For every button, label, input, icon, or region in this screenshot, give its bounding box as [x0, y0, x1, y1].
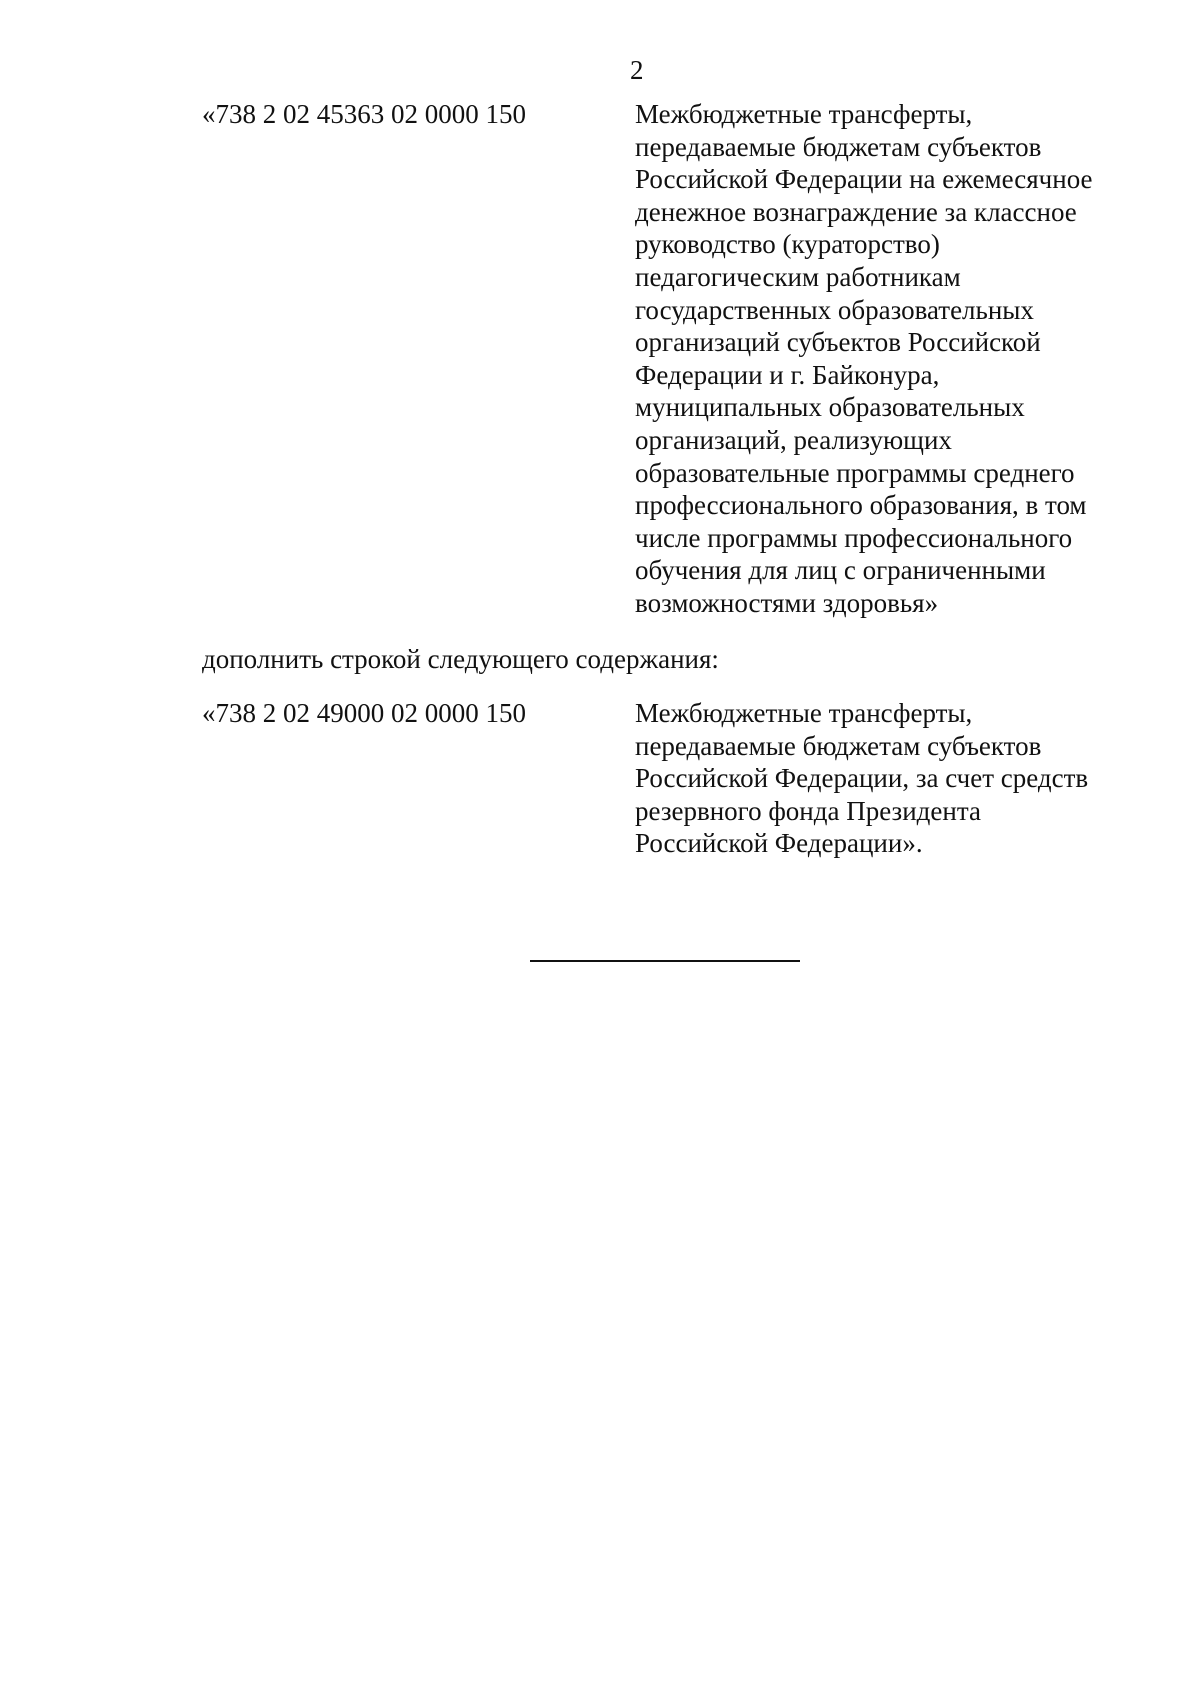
budget-code-2: «738 2 02 49000 02 0000 150	[202, 698, 526, 728]
description-line: денежное вознаграждение за классное	[635, 196, 1077, 227]
description-line: муниципальных образовательных	[635, 392, 1025, 423]
description-line: государственных образовательных	[635, 294, 1034, 325]
description-line: числе программы профессионального	[635, 522, 1073, 553]
description-line: передаваемые бюджетам субъектов	[635, 131, 1042, 162]
description-line: Российской Федерации, за счет средств	[635, 763, 1089, 794]
page-number: 2	[630, 55, 644, 85]
instruction-text: дополнить строкой следующего содержания:	[202, 644, 719, 674]
description-line: Федерации и г. Байконура,	[635, 359, 940, 390]
description-line: Российской Федерации».	[635, 828, 923, 859]
description-1	[635, 98, 1155, 620]
description-line: профессионального образования, в том	[635, 490, 1087, 521]
description-line: педагогическим работникам	[635, 261, 961, 292]
description-line: возможностями здоровья»	[635, 587, 939, 618]
description-line: Межбюджетные трансферты,	[635, 698, 973, 728]
description-line: Российской Федерации на ежемесячное	[635, 164, 1093, 195]
budget-code-1: «738 2 02 45363 02 0000 150	[202, 99, 526, 129]
description-line: организаций, реализующих	[635, 424, 952, 455]
description-line: передаваемые бюджетам субъектов	[635, 730, 1042, 761]
description-line: организаций субъектов Российской	[635, 327, 1041, 358]
closing-rule	[530, 960, 800, 962]
description-line: образовательные программы среднего	[635, 457, 1075, 488]
description-2	[635, 697, 1155, 860]
description-line: обучения для лиц с ограниченными	[635, 555, 1046, 586]
description-line: Межбюджетные трансферты,	[635, 99, 973, 129]
description-line: руководство (кураторство)	[635, 229, 940, 260]
description-line: резервного фонда Президента	[635, 795, 981, 826]
